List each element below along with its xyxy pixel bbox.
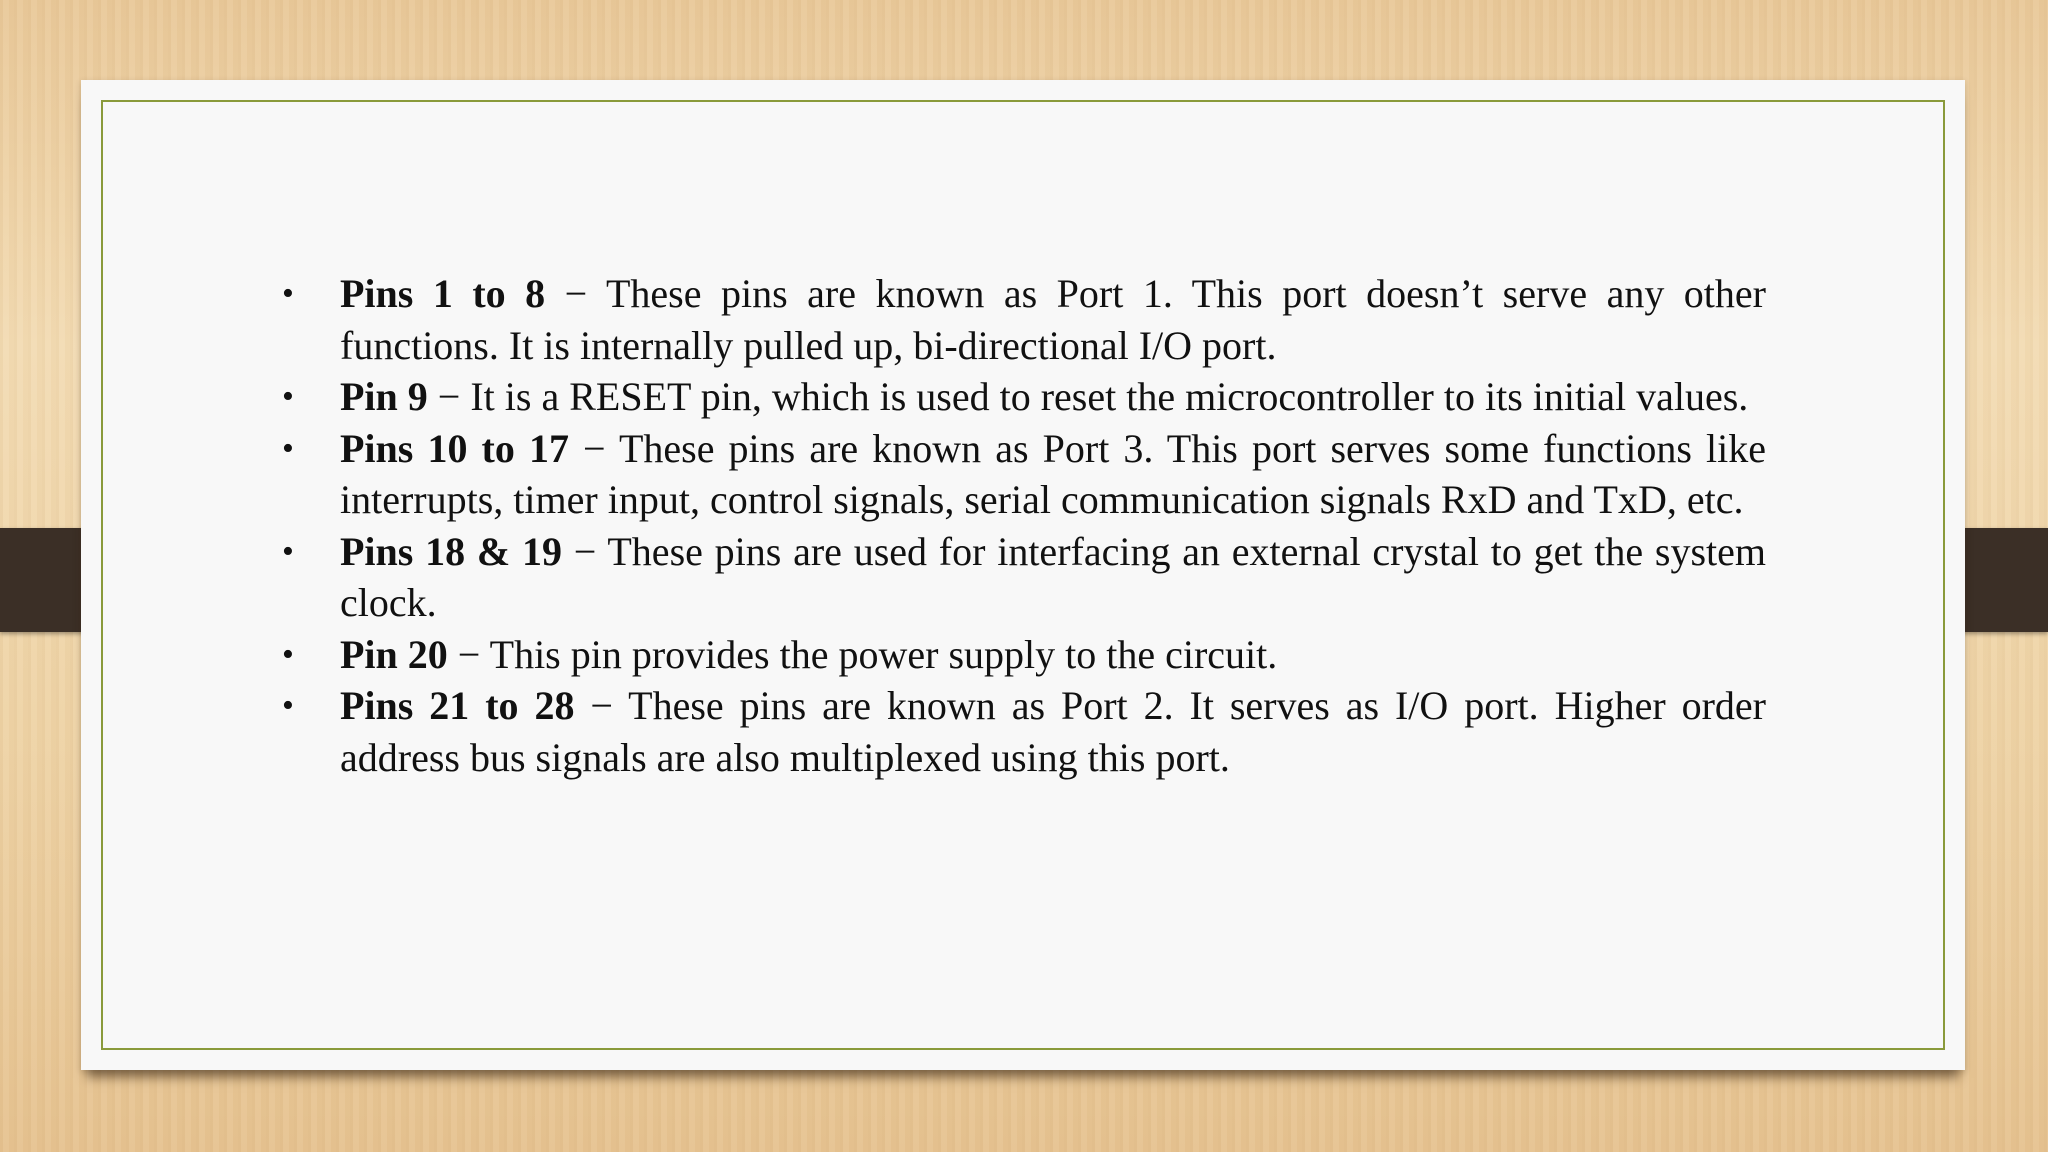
list-item [282,526,1766,629]
list-item-term: Pin 9 [340,374,428,419]
list-item-term: Pins 21 to 28 [340,683,575,728]
list-item-text: − These pins are used for interfacing an external crystal to get the system clock. [340,528,1766,625]
list-item [282,423,1766,526]
list-item-text: − This pin provides the power supply to the circuit. [447,631,1278,677]
bullet-icon: • [282,378,294,415]
list-item-text: − These pins are known as Port 3. This port serves some functions like interrupts, timer input, control signals, serial communication signals RxD and TxD, etc. [340,425,1766,522]
list-item-term: Pins 10 to 17 [340,425,569,471]
bullet-icon: • [282,275,294,312]
pin-description-list [282,268,1766,783]
list-item-text: − These pins are known as Port 2. It serves as I/O port. Higher order address bus signals are also multiplexed using this port. [340,683,1766,780]
bullet-icon: • [282,429,294,467]
list-item [282,680,1766,783]
bullet-icon: • [282,532,294,570]
bullet-icon: • [282,687,294,724]
slide-content [282,268,1766,783]
list-item [282,371,1766,423]
list-item-text: − These pins are known as Port 1. This port doesn’t serve any other functions. It is internally pulled up, bi-directional I/O port. [340,271,1766,368]
list-item-text: − It is a RESET pin, which is used to reset the microcontroller to its initial values. [427,374,1749,419]
list-item [282,268,1766,371]
list-item [282,629,1766,681]
list-item-term: Pins 18 & 19 [340,528,562,574]
bullet-icon: • [282,635,294,673]
list-item-term: Pin 20 [340,631,448,677]
slide-card [81,80,1965,1070]
list-item-term: Pins 1 to 8 [340,271,546,316]
